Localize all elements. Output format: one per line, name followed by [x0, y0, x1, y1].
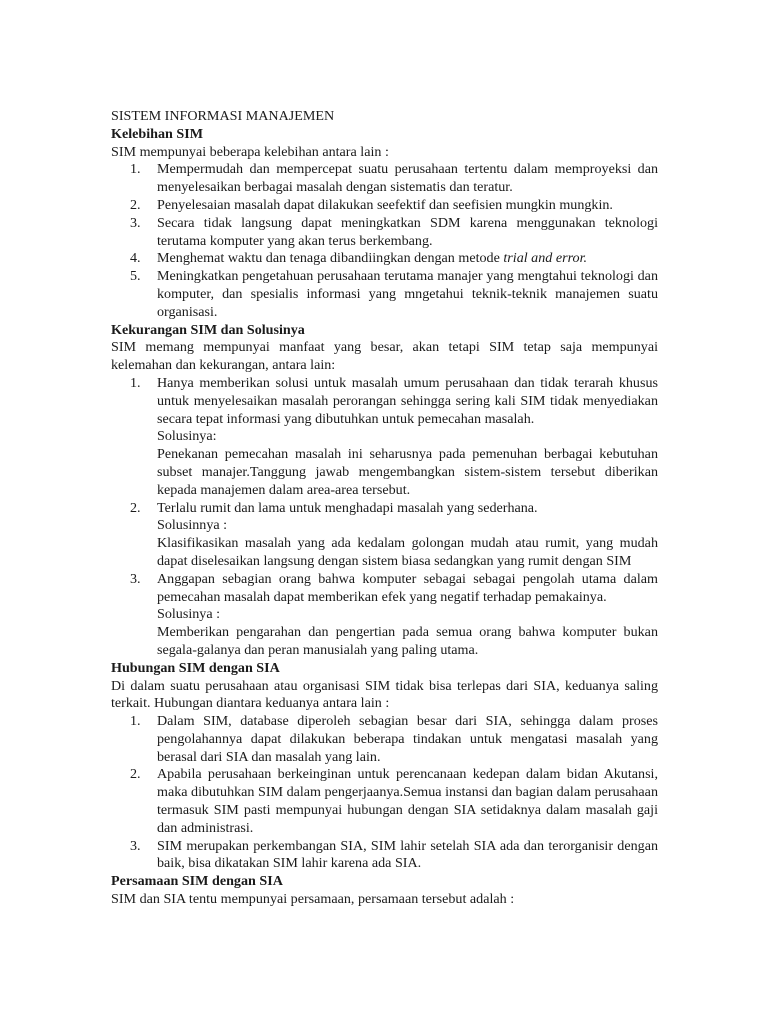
item-number: 1.: [130, 161, 141, 178]
heading-kelebihan-sim: Kelebihan SIM: [111, 125, 204, 142]
list-kelebihan: [0, 161, 768, 321]
item-text: Terlalu rumit dan lama untuk menghadapi masalah yang sederhana.: [157, 499, 538, 516]
item-text: Meningkatkan pengetahuan perusahaan terutama manajer yang mengtahui teknologi dan komputer, dan spesialis informasi yang mngetahui teknik-teknik manajemen suatu organisasi.: [157, 268, 658, 320]
item-number: 2.: [130, 499, 141, 516]
item-emphasis: trial and error.: [503, 250, 588, 267]
item-number: 5.: [130, 268, 141, 285]
item-text: Apabila perusahaan berkeinginan untuk perencanaan kedepan dalam bidan Akutansi, maka dibutuhkan SIM dalam pengerjaanya.Semua instansi dan bagian dalam perusahaan termasuk SIM pasti mempunyai hubungan dengan SIA setidaknya dalam masalah gaji dan administrasi.: [157, 766, 658, 836]
document-title: SISTEM INFORMASI MANAJEMEN: [111, 108, 335, 124]
item-text: Secara tidak langsung dapat meningkatkan SDM karena menggunakan teknologi terutama komputer yang akan terus berkembang.: [157, 214, 658, 249]
item-text: SIM merupakan perkembangan SIA, SIM lahir setelah SIA ada dan terorganisir dengan baik, bisa dikatakan SIM lahir karena ada SIA.: [157, 837, 658, 872]
item-number: 3.: [130, 837, 141, 854]
item-text: Hanya memberikan solusi untuk masalah umum perusahaan dan tidak terarah khusus untuk menyelesaikan masalah perorangan sehingga sering kali SIM tidak menyediakan secara tepat informasi yang dibutuhkan untuk pemecahan masalah.: [157, 374, 658, 427]
item-text: Menghemat waktu dan tenaga dibandiingkan dengan metode: [157, 250, 504, 267]
list-item: [0, 375, 768, 428]
item-number: 2.: [130, 766, 141, 783]
item-text: Mempermudah dan mempercepat suatu perusahaan tertentu dalam memproyeksi dan menyelesaikan berbagai masalah dengan sistematis dan teratur.: [157, 161, 658, 196]
heading-persamaan-sim-sia: Persamaan SIM dengan SIA: [111, 873, 283, 890]
heading-hubungan-sim-sia: Hubungan SIM dengan SIA: [111, 659, 280, 676]
list-item: [0, 215, 768, 251]
list-hubungan: [0, 713, 768, 873]
list-item: [0, 161, 768, 197]
list-item: [0, 250, 768, 268]
item-number: 2.: [130, 196, 141, 213]
list-item: [0, 197, 768, 215]
solution-label: Solusinya:: [157, 428, 217, 445]
item-number: 1.: [130, 713, 141, 730]
item-text: Anggapan sebagian orang bahwa komputer sebagai sebagai pengolah utama dalam pemecahan masalah dapat memberikan efek yang negatif terhadap pemakainya.: [157, 570, 658, 605]
intro-kelebihan: SIM mempunyai beberapa kelebihan antara lain :: [111, 143, 389, 160]
item-number: 3.: [130, 214, 141, 231]
solution-text: Memberikan pengarahan dan pengertian pada semua orang bahwa komputer bukan segala-galanya dan peran manusialah yang paling utama.: [157, 624, 658, 658]
item-number: 3.: [130, 570, 141, 587]
intro-persamaan: SIM dan SIA tentu mempunyai persamaan, persamaan tersebut adalah :: [111, 891, 515, 908]
solution-text: Penekanan pemecahan masalah ini seharusnya pada pemenuhan berbagai kebutuhan subset manajer.Tanggung jawab mengembangkan sistem-sistem tersebut diberikan kepada manajemen dalam area-area tersebut.: [157, 446, 658, 498]
list-kekurangan: [0, 375, 768, 660]
list-item: [0, 838, 768, 874]
heading-kekurangan-sim: Kekurangan SIM dan Solusinya: [111, 321, 305, 338]
list-item: [0, 268, 768, 321]
intro-kekurangan: SIM memang mempunyai manfaat yang besar, akan tetapi SIM tetap saja mempunyai kelemahan dan kekurangan, antara lain:: [111, 339, 658, 374]
item-number: 4.: [130, 250, 141, 267]
solution-text: Klasifikasikan masalah yang ada kedalam golongan mudah atau rumit, yang mudah dapat diselesaikan langsung dengan sistem biasa sedangkan yang rumit dengan SIM: [157, 535, 658, 569]
solution-label: Solusinya :: [157, 606, 221, 623]
item-text: Dalam SIM, database diperoleh sebagian besar dari SIA, sehingga dalam proses pengolahannya dapat dilakukan beberapa tindakan untuk mengatasi masalah yang berasal dari SIA dan masalah yang lain.: [157, 713, 658, 765]
list-item: [0, 500, 768, 518]
intro-hubungan: Di dalam suatu perusahaan atau organisasi SIM tidak bisa terlepas dari SIA, keduanya saling terkait. Hubungan diantara keduanya antara lain :: [111, 677, 658, 712]
list-item: [0, 571, 768, 607]
solution-label: Solusinnya :: [157, 517, 228, 534]
item-number: 1.: [130, 374, 141, 391]
item-text: Penyelesaian masalah dapat dilakukan seefektif dan seefisien mungkin mungkin.: [157, 196, 613, 213]
list-item: [0, 713, 768, 766]
list-item: [0, 766, 768, 837]
